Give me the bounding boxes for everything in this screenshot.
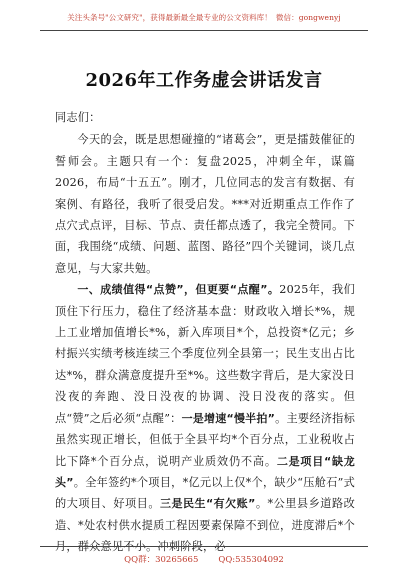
point-1-text: 。主要经济指标虽然实现正增长，但低于全县平均*个百分点，工业税收占比下降*个百分点，说明产业质效仍不高。	[55, 411, 355, 468]
section-1-heading: 一、成绩值得“点赞”，但更要“点醒”。	[77, 283, 280, 297]
document-title: 2026年工作务虚会讲话发言	[85, 70, 323, 91]
footer-qq-group: QQ群：30265665	[124, 555, 199, 565]
header-notice	[0, 12, 408, 23]
document-body	[55, 107, 355, 558]
header-divider	[40, 30, 368, 31]
section-1-paragraph	[55, 279, 355, 557]
point-2-text: 。全年签约*个项目，*亿元以上仅*个，缺少“压舱石”式的大项目、好项目。	[55, 475, 355, 511]
wechat-handle: 微信：gongwenyj	[275, 13, 341, 22]
footer-qq: QQ:535304092	[218, 555, 284, 565]
greeting: 同志们：	[55, 111, 101, 124]
point-3-label: 三是民生“有欠账”	[160, 497, 256, 511]
section-1-text-a: 2025年，我们顶住下行压力，稳住了经济基本盘：财政收入增长*%，规上工业增加值增长*%，新入库项目*个，总投资*亿元；乡村振兴实绩考核连续三个季度位列全县第一；民生支出占比达*%，群众满意度提升至*%。这些数字背后，是大家没日没夜的奔跑、没日没夜的协调、没日没夜的落实。但点“赞”之后必须“点醒”：	[55, 283, 355, 425]
point-1-label: 一是增速“慢半拍”	[181, 411, 276, 425]
point-3-text: 。*公里县乡道路改造、*处农村供水提质工程因要素保障不到位，进度滞后*个月，群众意见不小。冲刺阶段，必	[55, 497, 355, 554]
intro-paragraph: 今天的会，既是思想碰撞的“诸葛会”，更是擂鼓催征的誓师会。主题只有一个：复盘2025，冲刺全年，谋篇2026，布局“十五五”。刚才，几位同志的发言有数据、有案例、有路径，我听了很受启发。***对近期重点工作作了点穴式点评，目标、节点、责任都点透了，我完全赞同。下面，我围绕“成绩、问题、蓝图、路径”四个关键词，谈几点意见，与大家共勉。	[55, 133, 355, 275]
footer	[0, 553, 408, 565]
header-notice-text: 关注头条号"公文研究"，获得最新最全最专业的公文资料库！	[67, 13, 272, 22]
footer-divider	[40, 546, 368, 547]
point-2-label: 二是项目“缺龙头”	[55, 454, 355, 489]
